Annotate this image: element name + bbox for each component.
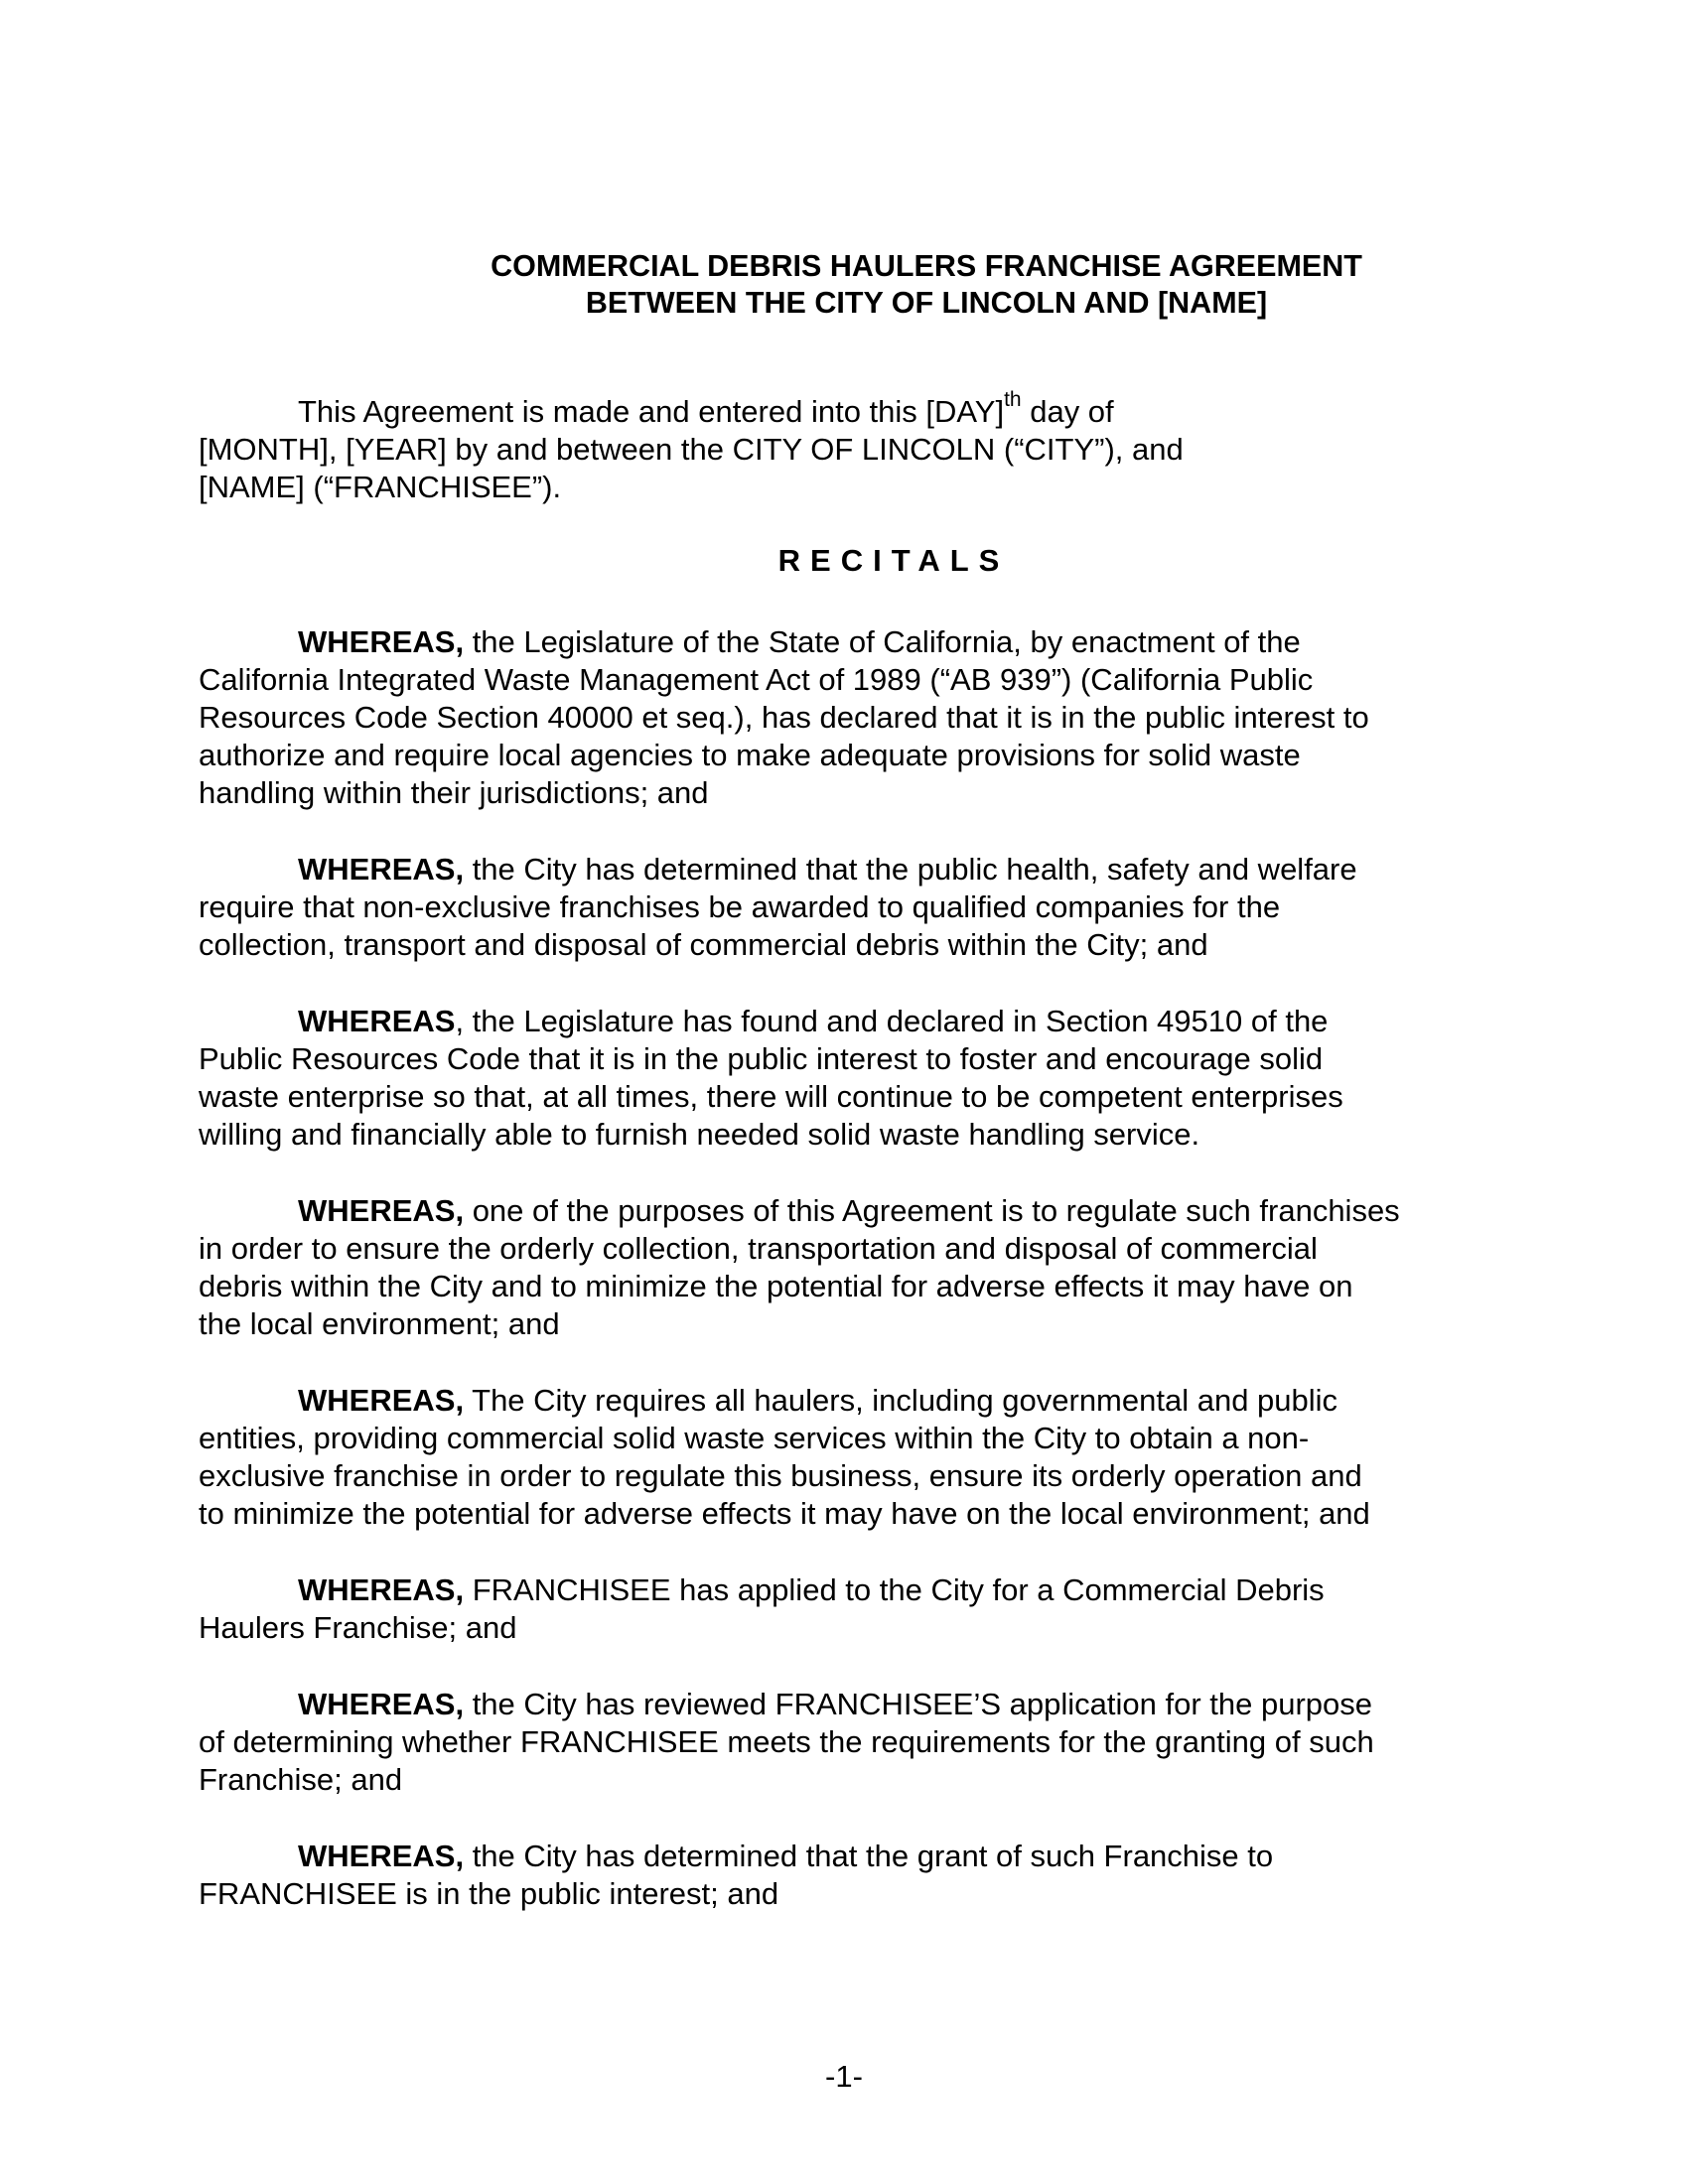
whereas-lead: WHEREAS, <box>298 1687 465 1721</box>
recital-5-line-1-text: The City requires all haulers, including governmental and public <box>464 1383 1338 1418</box>
intro-line-1-text: This Agreement is made and entered into this [DAY] <box>298 394 1005 429</box>
page-number: -1- <box>825 2059 863 2094</box>
recital-1-line-4: authorize and require local agencies to make adequate provisions for solid waste <box>199 738 1301 772</box>
recital-4-line-3: debris within the City and to minimize the potential for adverse effects it may have on <box>199 1269 1353 1303</box>
recital-paragraph-1 <box>199 623 1499 812</box>
recital-5-line-1 <box>199 1382 1499 1420</box>
recital-4-line-4: the local environment; and <box>199 1306 560 1341</box>
ordinal-suffix: th <box>1004 388 1022 411</box>
recitals-heading: RECITALS <box>777 543 1010 578</box>
recital-1-line-2: California Integrated Waste Management Act of 1989 (“AB 939”) (California Public <box>199 662 1314 697</box>
recital-2-line-1-text: the City has determined that the public health, safety and welfare <box>464 852 1357 887</box>
recital-1-line-1-text: the Legislature of the State of California, by enactment of the <box>464 624 1301 659</box>
recital-4-line-1-text: one of the purposes of this Agreement is to regulate such franchises <box>464 1193 1400 1228</box>
whereas-lead: WHEREAS, <box>298 1193 465 1228</box>
recital-paragraph-2 <box>199 851 1499 964</box>
recital-5-line-4: to minimize the potential for adverse effects it may have on the local environment; and <box>199 1496 1370 1531</box>
intro-line-3: [NAME] (“FRANCHISEE”). <box>199 470 562 504</box>
recital-2-line-1 <box>199 851 1499 888</box>
whereas-lead: WHEREAS, <box>298 852 465 887</box>
whereas-lead: WHEREAS <box>298 1004 456 1038</box>
title-line-2: BETWEEN THE CITY OF LINCOLN AND [NAME] <box>585 286 1268 320</box>
recital-3-line-2: Public Resources Code that it is in the public interest to foster and encourage solid <box>199 1041 1324 1076</box>
recital-paragraph-6 <box>199 1571 1499 1647</box>
recital-4-line-1 <box>199 1192 1499 1230</box>
title-line-1: COMMERCIAL DEBRIS HAULERS FRANCHISE AGREEMENT <box>491 249 1362 283</box>
recital-paragraph-7 <box>199 1686 1499 1799</box>
recital-1-line-1 <box>199 623 1499 661</box>
recital-1-line-5: handling within their jurisdictions; and <box>199 775 709 810</box>
document-title <box>397 248 1456 322</box>
recital-2-line-2: require that non-exclusive franchises be awarded to qualified companies for the <box>199 889 1281 924</box>
recital-7-line-1 <box>199 1686 1499 1723</box>
recital-1-line-3: Resources Code Section 40000 et seq.), has declared that it is in the public interest to <box>199 700 1369 735</box>
recital-7-line-3: Franchise; and <box>199 1762 403 1797</box>
recital-8-line-1 <box>199 1838 1499 1875</box>
whereas-lead: WHEREAS, <box>298 1839 465 1873</box>
recital-5-line-2: entities, providing commercial solid waste services within the City to obtain a non- <box>199 1421 1310 1455</box>
recital-5-line-3: exclusive franchise in order to regulate this business, ensure its orderly operation and <box>199 1458 1362 1493</box>
recital-paragraph-4 <box>199 1192 1499 1343</box>
recital-6-line-2: Haulers Franchise; and <box>199 1610 517 1645</box>
whereas-lead: WHEREAS, <box>298 1572 465 1607</box>
intro-line-2: [MONTH], [YEAR] by and between the CITY OF LINCOLN (“CITY”), and <box>199 432 1184 467</box>
recital-paragraph-3 <box>199 1003 1499 1154</box>
recital-3-line-3: waste enterprise so that, at all times, there will continue to be competent enterprises <box>199 1079 1343 1114</box>
recital-paragraph-5 <box>199 1382 1499 1533</box>
recital-6-line-1-text: FRANCHISEE has applied to the City for a Commercial Debris <box>464 1572 1325 1607</box>
recital-8-line-1-text: the City has determined that the grant of such Franchise to <box>464 1839 1274 1873</box>
recital-3-line-1 <box>199 1003 1499 1040</box>
recital-8-line-2: FRANCHISEE is in the public interest; and <box>199 1876 779 1911</box>
recital-3-line-1-text: , the Legislature has found and declared in Section 49510 of the <box>455 1004 1329 1038</box>
recital-4-line-2: in order to ensure the orderly collection, transportation and disposal of commercial <box>199 1231 1318 1266</box>
intro-line-1 <box>199 388 1499 431</box>
recital-6-line-1 <box>199 1571 1499 1609</box>
intro-line-1-tail: day of <box>1021 394 1114 429</box>
intro-paragraph <box>199 388 1499 506</box>
whereas-lead: WHEREAS, <box>298 624 465 659</box>
recital-2-line-3: collection, transport and disposal of commercial debris within the City; and <box>199 927 1208 962</box>
recital-3-line-4: willing and financially able to furnish needed solid waste handling service. <box>199 1117 1200 1152</box>
whereas-lead: WHEREAS, <box>298 1383 465 1418</box>
recital-paragraph-8 <box>199 1838 1499 1913</box>
recital-7-line-2: of determining whether FRANCHISEE meets the requirements for the granting of such <box>199 1724 1374 1759</box>
recital-7-line-1-text: the City has reviewed FRANCHISEE’S application for the purpose <box>464 1687 1373 1721</box>
